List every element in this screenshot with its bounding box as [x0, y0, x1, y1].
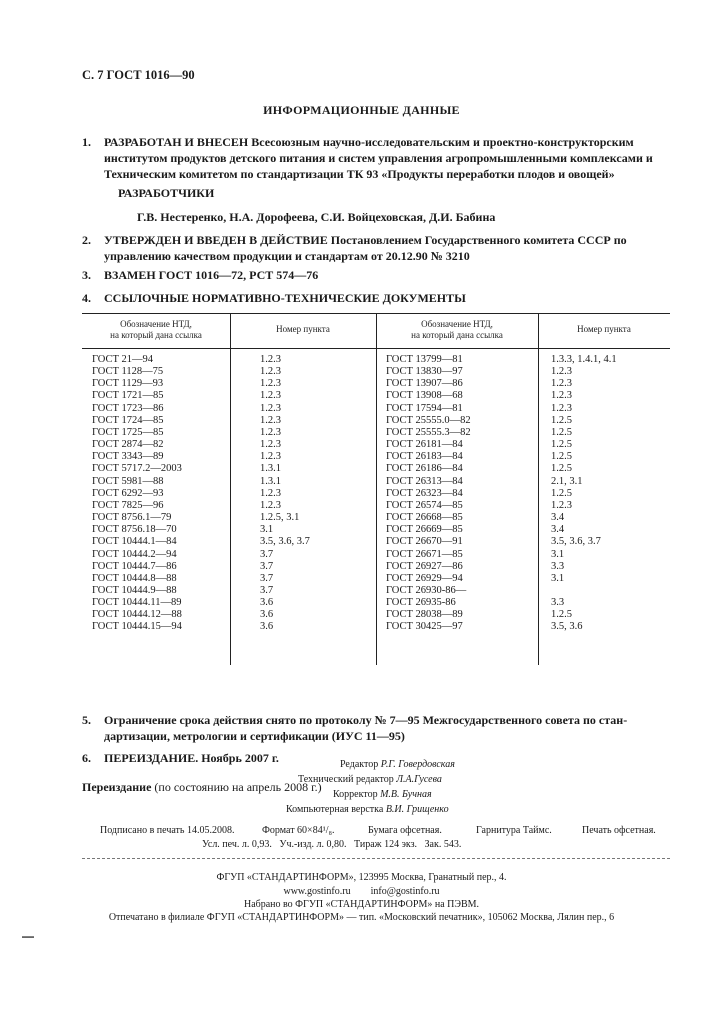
table-cell-item: 3.4 — [551, 512, 565, 524]
table-cell-item: 3.7 — [260, 572, 274, 584]
credit-person: Р.Г. Говердовская — [380, 759, 455, 770]
table-cell-doc: ГОСТ 8756.1—79 — [92, 512, 172, 524]
table-cell-doc: ГОСТ 13799—81 — [386, 354, 463, 365]
table-cell-item: 3.7 — [260, 560, 274, 572]
table-cell-doc: ГОСТ 26574—85 — [386, 499, 463, 511]
credit-label: Редактор — [340, 759, 381, 770]
table-cell-doc: ГОСТ 2874—82 — [92, 439, 164, 451]
item-3 — [82, 267, 682, 283]
table-cell-doc: ГОСТ 26183—84 — [386, 451, 463, 463]
credit-label: Корректор — [333, 789, 381, 800]
table-cell-item: 1.2.5 — [551, 463, 572, 475]
reissue-label: Переиздание — [82, 780, 152, 794]
table-cell-doc: ГОСТ 1724—85 — [92, 414, 164, 426]
left-doc-column — [92, 354, 182, 634]
item-1 — [82, 134, 682, 182]
table-cell-item: 1.2.3 — [260, 378, 281, 390]
header-item: Номер пункта — [276, 324, 330, 334]
table-cell-item: 1.2.5 — [551, 609, 572, 621]
table-cell-item: 1.2.5, 3.1 — [260, 512, 300, 524]
item-2 — [82, 232, 682, 264]
developers-list: Г.В. Нестеренко, Н.А. Дорофеева, С.И. Войцеховская, Д.И. Бабина — [137, 210, 496, 224]
table-cell-doc: ГОСТ 26181—84 — [386, 439, 463, 451]
table-cell-doc: ГОСТ 1128—75 — [92, 366, 164, 378]
table-cell-item: 1.2.3 — [260, 366, 281, 378]
header-doc-line: Обозначение НТД, — [120, 319, 192, 329]
left-item-column — [260, 354, 310, 634]
print-format: Формат 60×84¹/₈. — [262, 825, 335, 836]
table-cell-doc: ГОСТ 10444.12—88 — [92, 609, 182, 621]
publisher-email[interactable]: info@gostinfo.ru — [370, 886, 440, 897]
table-cell-doc: ГОСТ 25555.3—82 — [386, 426, 471, 438]
header-doc — [82, 319, 230, 341]
item-number: 2. — [82, 233, 91, 247]
table-cell-item: 3.7 — [260, 584, 274, 596]
right-item-column — [551, 354, 617, 634]
credit-person: М.В. Бучная — [380, 789, 432, 800]
corner-mark-icon: ▬▬ — [22, 934, 34, 940]
table-cell-doc: ГОСТ 13830—97 — [386, 366, 463, 378]
table-cell-doc: ГОСТ 26929—94 — [386, 572, 463, 584]
table-cell-doc: ГОСТ 13908—68 — [386, 390, 463, 402]
header-doc-line: Обозначение НТД, — [421, 319, 493, 329]
table-cell-item: 3.5, 3.6, 3.7 — [260, 536, 310, 548]
credit-label: Компьютерная верстка — [286, 804, 386, 815]
credit-layout — [286, 804, 449, 815]
publisher-website[interactable]: www.gostinfo.ru — [283, 886, 351, 897]
right-doc-column — [386, 354, 471, 634]
print-details: Усл. печ. л. 0,93. Уч.-изд. л. 0,80. Тираж 124 экз. Зак. 543. — [202, 839, 462, 850]
reference-table — [82, 313, 670, 665]
section-heading: ИНФОРМАЦИОННЫЕ ДАННЫЕ — [263, 103, 460, 117]
item-text: Постановлением Государственного комитета СССР по — [327, 233, 627, 247]
table-cell-item: 1.2.3 — [260, 499, 281, 511]
table-cell-item: 2.1, 3.1 — [551, 475, 583, 487]
table-cell-doc: ГОСТ 17594—81 — [386, 402, 463, 414]
table-cell-doc: ГОСТ 1129—93 — [92, 378, 164, 390]
item-5 — [82, 712, 682, 744]
developers-title: РАЗРАБОТЧИКИ — [118, 186, 215, 200]
item-text: Ограничение срока действия снято по протоколу № 7—95 Межгосударственного совета по стан- — [104, 713, 628, 727]
item-lead: РАЗРАБОТАН И ВНЕСЕН — [104, 135, 249, 149]
item-number: 1. — [82, 135, 91, 149]
table-cell-doc: ГОСТ 21—94 — [92, 354, 154, 365]
table-cell-item: 1.2.3 — [260, 414, 281, 426]
print-method: Печать офсетная. — [582, 825, 656, 836]
table-cell-item: 1.2.3 — [551, 366, 572, 378]
header-doc-line: на который дана ссылка — [411, 330, 503, 340]
table-cell-doc: ГОСТ 10444.11—89 — [92, 597, 182, 609]
table-cell-item: 1.2.3 — [260, 426, 281, 438]
item-lead: УТВЕРЖДЕН И ВВЕДЕН В ДЕЙСТВИЕ — [104, 233, 328, 247]
item-text: ССЫЛОЧНЫЕ НОРМАТИВНО-ТЕХНИЧЕСКИЕ ДОКУМЕНТЫ — [104, 291, 466, 305]
table-cell-item: 1.2.3 — [260, 451, 281, 463]
table-cell-item: 3.3 — [551, 560, 565, 572]
table-cell-item: 1.3.3, 1.4.1, 4.1 — [551, 354, 617, 365]
table-cell-doc: ГОСТ 26670—91 — [386, 536, 463, 548]
header-doc-line: на который дана ссылка — [110, 330, 202, 340]
table-cell-doc: ГОСТ 5981—88 — [92, 475, 164, 487]
typeset-note: Набрано во ФГУП «СТАНДАРТИНФОРМ» на ПЭВМ. — [243, 899, 480, 910]
table-cell-item: 1.2.5 — [551, 451, 572, 463]
table-cell-item: 1.3.1 — [260, 475, 281, 487]
table-cell-doc: ГОСТ 26930-86— — [386, 584, 467, 596]
item-text: управлению качеством продукции и стандартам от 20.12.90 № 3210 — [104, 249, 470, 263]
table-cell-item — [551, 585, 617, 597]
credit-person: Л.А.Гусева — [396, 774, 442, 785]
table-cell-doc: ГОСТ 10444.7—86 — [92, 560, 177, 572]
item-text: ПЕРЕИЗДАНИЕ. Ноябрь 2007 г. — [104, 751, 279, 765]
table-cell-item: 3.6 — [260, 609, 274, 621]
table-cell-item: 3.4 — [551, 524, 565, 536]
table-cell-doc: ГОСТ 26927—86 — [386, 560, 463, 572]
table-cell-doc: ГОСТ 1723—86 — [92, 402, 164, 414]
credit-corrector — [333, 789, 432, 800]
table-cell-doc: ГОСТ 26935-86 — [386, 597, 456, 609]
table-cell-item: 3.5, 3.6 — [551, 621, 583, 633]
item-number: 3. — [82, 268, 91, 282]
credit-tech-editor — [298, 774, 442, 785]
table-cell-doc: ГОСТ 25555.0—82 — [386, 414, 471, 426]
table-cell-item: 1.2.3 — [551, 390, 572, 402]
table-cell-item: 3.6 — [260, 597, 274, 609]
credit-label: Технический редактор — [298, 774, 397, 785]
item-number: 5. — [82, 713, 91, 727]
printed-note: Отпечатано в филиале ФГУП «СТАНДАРТИНФОРМ» — тип. «Московский печатник», 105062 Москва, Лялин пер., 6 — [108, 912, 615, 923]
table-cell-doc: ГОСТ 10444.8—88 — [92, 572, 177, 584]
table-cell-item: 3.1 — [260, 524, 274, 536]
item-number: 4. — [82, 291, 91, 305]
table-cell-item: 1.3.1 — [260, 463, 281, 475]
table-cell-doc: ГОСТ 26668—85 — [386, 512, 463, 524]
print-signed: Подписано в печать 14.05.2008. — [100, 825, 235, 836]
table-cell-item: 3.5, 3.6, 3.7 — [551, 536, 601, 548]
publisher-address: ФГУП «СТАНДАРТИНФОРМ», 123995 Москва, Гранатный пер., 4. — [216, 872, 507, 883]
publisher-web — [0, 886, 723, 897]
table-cell-item: 1.2.3 — [551, 378, 572, 390]
table-cell-doc: ГОСТ 5717.2—2003 — [92, 463, 182, 475]
table-cell-doc: ГОСТ 13907—86 — [386, 378, 463, 390]
table-cell-item: 3.1 — [551, 548, 565, 560]
item-text: Техническим комитетом по стандартизации ТК 93 «Продукты переработки плодов и овощей» — [104, 167, 615, 181]
table-cell-item: 3.3 — [551, 597, 565, 609]
table-cell-doc: ГОСТ 10444.15—94 — [92, 621, 182, 633]
table-cell-doc: ГОСТ 7825—96 — [92, 499, 164, 511]
table-cell-item: 1.2.5 — [551, 414, 572, 426]
table-cell-item: 1.2.5 — [551, 439, 572, 451]
table-cell-item: 3.1 — [551, 572, 565, 584]
table-cell-item: 1.2.3 — [260, 487, 281, 499]
header-item: Номер пункта — [577, 324, 631, 334]
credit-editor — [340, 759, 455, 770]
table-cell-doc: ГОСТ 10444.9—88 — [92, 584, 177, 596]
item-text: институтом продуктов детского питания и систем управления агропромышленными комплексами и — [104, 151, 653, 165]
credit-person: В.И. Грищенко — [385, 804, 449, 815]
table-cell-item: 1.2.5 — [551, 487, 572, 499]
header-doc — [376, 319, 538, 341]
table-cell-doc: ГОСТ 26671—85 — [386, 548, 463, 560]
item-text: дартизации, метрологии и сертификации (ИУС 11—95) — [104, 729, 405, 743]
table-cell-item: 1.2.3 — [260, 439, 281, 451]
table-cell-item: 3.6 — [260, 621, 274, 633]
table-cell-doc: ГОСТ 26186—84 — [386, 463, 463, 475]
table-cell-item: 1.2.3 — [260, 390, 281, 402]
page-number: С. 7 ГОСТ 1016—90 — [82, 68, 195, 82]
table-cell-item: 1.2.3 — [551, 499, 572, 511]
table-cell-doc: ГОСТ 3343—89 — [92, 451, 164, 463]
print-paper: Бумага офсетная. — [368, 825, 442, 836]
table-cell-doc: ГОСТ 8756.18—70 — [92, 524, 177, 536]
table-cell-doc: ГОСТ 26323—84 — [386, 487, 463, 499]
table-cell-doc: ГОСТ 1721—85 — [92, 390, 164, 402]
table-cell-doc: ГОСТ 10444.1—84 — [92, 536, 177, 548]
reissue-line — [82, 780, 322, 795]
table-cell-doc: ГОСТ 26669—85 — [386, 524, 463, 536]
table-cell-doc: ГОСТ 10444.2—94 — [92, 548, 177, 560]
item-number: 6. — [82, 751, 91, 765]
table-cell-item: 1.2.3 — [260, 402, 281, 414]
item-text: ВЗАМЕН ГОСТ 1016—72, РСТ 574—76 — [104, 268, 319, 282]
table-cell-doc: ГОСТ 1725—85 — [92, 426, 164, 438]
item-4 — [82, 290, 682, 306]
table-cell-doc: ГОСТ 28038—89 — [386, 609, 463, 621]
item-text: Всесоюзным научно-исследовательским и проектно-конструкторским — [248, 135, 634, 149]
table-cell-item: 3.7 — [260, 548, 274, 560]
table-cell-item: 1.2.3 — [260, 354, 281, 365]
reissue-note: (по состоянию на апрель 2008 г.) — [151, 780, 322, 794]
table-cell-doc: ГОСТ 6292—93 — [92, 487, 164, 499]
table-cell-item: 1.2.3 — [551, 402, 572, 414]
table-cell-item: 1.2.5 — [551, 426, 572, 438]
separator-line — [82, 858, 670, 859]
print-typeface: Гарнитура Таймс. — [476, 825, 552, 836]
table-cell-doc: ГОСТ 30425—97 — [386, 621, 463, 633]
table-cell-doc: ГОСТ 26313—84 — [386, 475, 463, 487]
